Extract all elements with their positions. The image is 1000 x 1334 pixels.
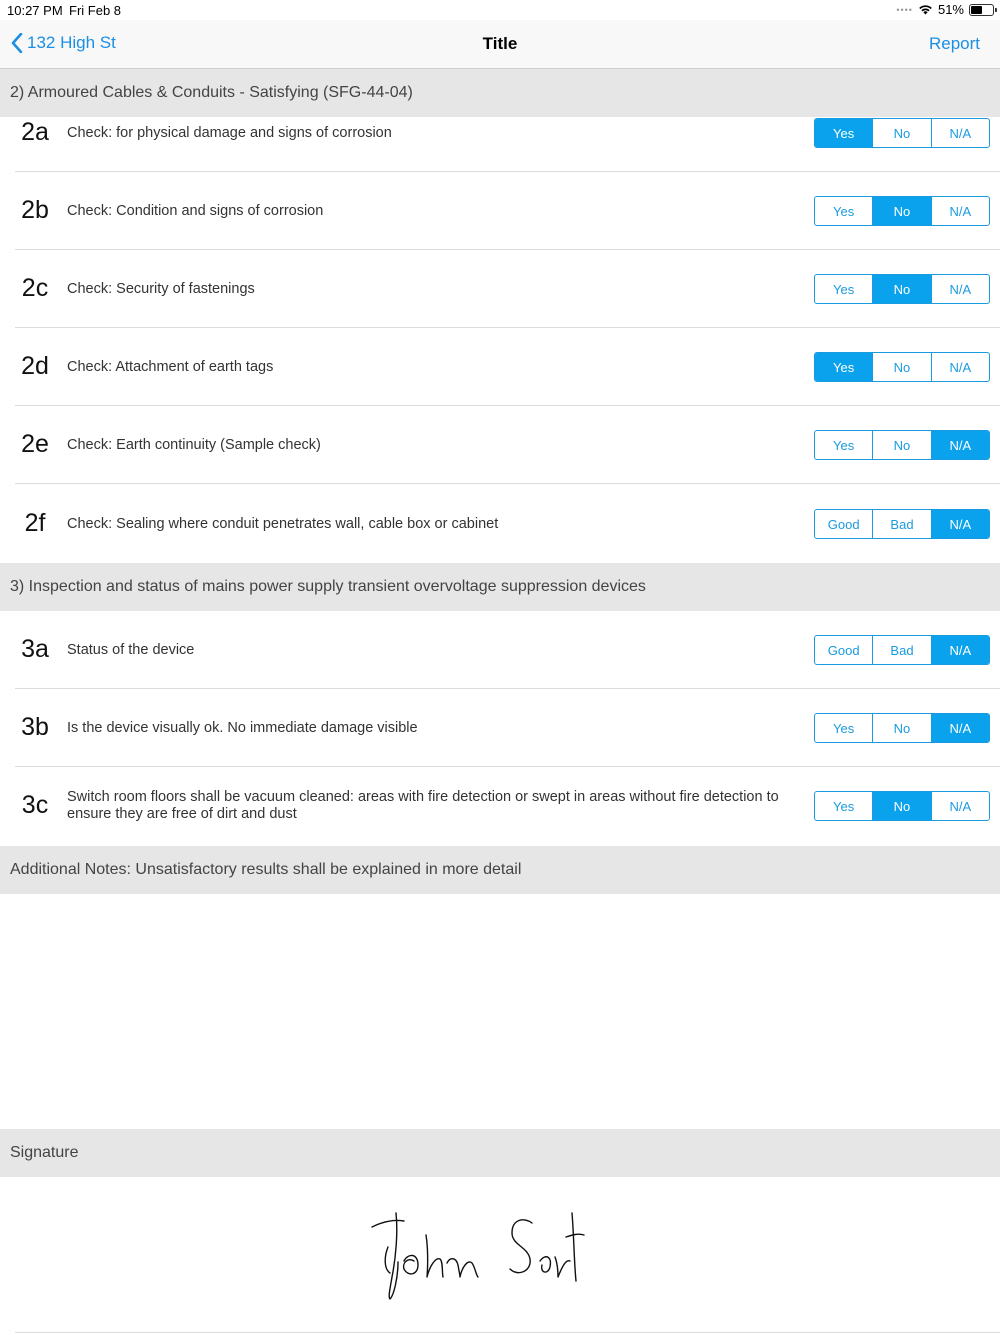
option-no[interactable]: No bbox=[872, 119, 930, 147]
check-number: 2f bbox=[24, 509, 46, 537]
status-date: Fri Feb 8 bbox=[69, 3, 122, 18]
option-no[interactable]: No bbox=[872, 275, 930, 303]
option-yes[interactable]: Yes bbox=[815, 353, 872, 381]
option-na[interactable]: N/A bbox=[931, 431, 989, 459]
check-description: Is the device visually ok. No immediate damage visible bbox=[67, 719, 418, 736]
option-bad[interactable]: Bad bbox=[872, 510, 930, 538]
signature-pad[interactable] bbox=[0, 1177, 1000, 1334]
status-time: 10:27 PM bbox=[7, 3, 63, 18]
option-na[interactable]: N/A bbox=[931, 353, 989, 381]
option-yes[interactable]: Yes bbox=[815, 119, 872, 147]
option-na[interactable]: N/A bbox=[931, 197, 989, 225]
segmented-control bbox=[814, 274, 990, 304]
option-no[interactable]: No bbox=[872, 431, 930, 459]
segmented-control bbox=[814, 509, 990, 539]
check-row-2c bbox=[0, 250, 1000, 328]
check-description: Check: Attachment of earth tags bbox=[67, 358, 274, 375]
check-row-2a bbox=[0, 117, 1000, 172]
check-description: Check: Security of fastenings bbox=[67, 280, 255, 297]
option-no[interactable]: No bbox=[872, 792, 930, 820]
option-yes[interactable]: Yes bbox=[833, 203, 855, 219]
battery-percent: 51% bbox=[937, 2, 964, 17]
check-number: 2c bbox=[21, 274, 49, 302]
check-row-2e bbox=[0, 406, 1000, 484]
option-no[interactable]: No bbox=[872, 353, 930, 381]
option-na[interactable]: N/A bbox=[931, 792, 989, 820]
option-na[interactable]: N/A bbox=[931, 636, 989, 664]
notes-text-area[interactable] bbox=[0, 894, 1000, 1128]
check-number: 2d bbox=[21, 352, 49, 380]
option-na[interactable]: N/A bbox=[931, 714, 989, 742]
segmented-control bbox=[814, 713, 990, 743]
status-bar bbox=[0, 0, 1000, 20]
check-number: 2e bbox=[21, 430, 49, 458]
report-button[interactable]: Report bbox=[928, 34, 980, 53]
wifi-icon bbox=[918, 4, 933, 15]
check-description: Check: for physical damage and signs of corrosion bbox=[67, 124, 392, 141]
check-row-2d bbox=[0, 328, 1000, 406]
option-yes[interactable]: Yes bbox=[833, 798, 855, 814]
check-description: Check: Sealing where conduit penetrates wall, cable box or cabinet bbox=[67, 515, 499, 532]
segmented-control bbox=[814, 352, 990, 382]
check-description: Switch room floors shall be vacuum cleaned: areas with fire detection or swept in areas without fire detection to ensure they are free of dirt and dust bbox=[67, 789, 779, 822]
check-row-3b bbox=[0, 689, 1000, 767]
option-no[interactable]: No bbox=[872, 714, 930, 742]
option-yes[interactable]: Yes bbox=[833, 437, 855, 453]
segmented-control bbox=[814, 791, 990, 821]
signature-drawing bbox=[0, 1177, 1000, 1334]
signal-icon: •••• bbox=[896, 4, 913, 15]
check-row-2f bbox=[0, 485, 1000, 563]
signature-divider bbox=[15, 1332, 1000, 1333]
check-number: 3b bbox=[21, 713, 49, 741]
option-na[interactable]: N/A bbox=[931, 510, 989, 538]
row-divider bbox=[15, 483, 1000, 484]
check-row-3a bbox=[0, 611, 1000, 689]
check-number: 3c bbox=[21, 791, 49, 819]
navigation-bar bbox=[0, 20, 1000, 69]
check-description: Check: Condition and signs of corrosion bbox=[67, 202, 324, 219]
option-na[interactable]: N/A bbox=[931, 119, 989, 147]
section-header-overvoltage-devices: 3) Inspection and status of mains power supply transient overvoltage suppression devices bbox=[0, 563, 1000, 611]
status-right bbox=[896, 2, 994, 17]
section-header-additional-notes: Additional Notes: Unsatisfactory results shall be explained in more detail bbox=[0, 846, 1000, 894]
check-description: Status of the device bbox=[67, 641, 195, 658]
check-row-2b bbox=[0, 172, 1000, 250]
check-number: 3a bbox=[21, 635, 49, 663]
option-good[interactable]: Good bbox=[827, 516, 860, 532]
option-bad[interactable]: Bad bbox=[872, 636, 930, 664]
check-number: 2b bbox=[21, 196, 49, 224]
option-no[interactable]: No bbox=[872, 197, 930, 225]
battery-icon bbox=[969, 4, 994, 16]
section-header-signature: Signature bbox=[0, 1129, 1000, 1177]
segmented-control bbox=[814, 196, 990, 226]
option-na[interactable]: N/A bbox=[931, 275, 989, 303]
option-yes[interactable]: Yes bbox=[833, 720, 855, 736]
section-header-armoured-cables: 2) Armoured Cables & Conduits - Satisfying (SFG-44-04) bbox=[0, 69, 1000, 117]
check-number: 2a bbox=[21, 118, 49, 146]
segmented-control bbox=[814, 635, 990, 665]
check-description: Check: Earth continuity (Sample check) bbox=[67, 436, 321, 453]
segmented-control bbox=[814, 430, 990, 460]
option-yes[interactable]: Yes bbox=[833, 281, 855, 297]
page-title: Title bbox=[482, 34, 518, 53]
check-row-3c bbox=[0, 767, 1000, 845]
segmented-control bbox=[814, 118, 990, 148]
back-button-label: 132 High St bbox=[27, 33, 116, 52]
option-good[interactable]: Good bbox=[827, 642, 860, 658]
